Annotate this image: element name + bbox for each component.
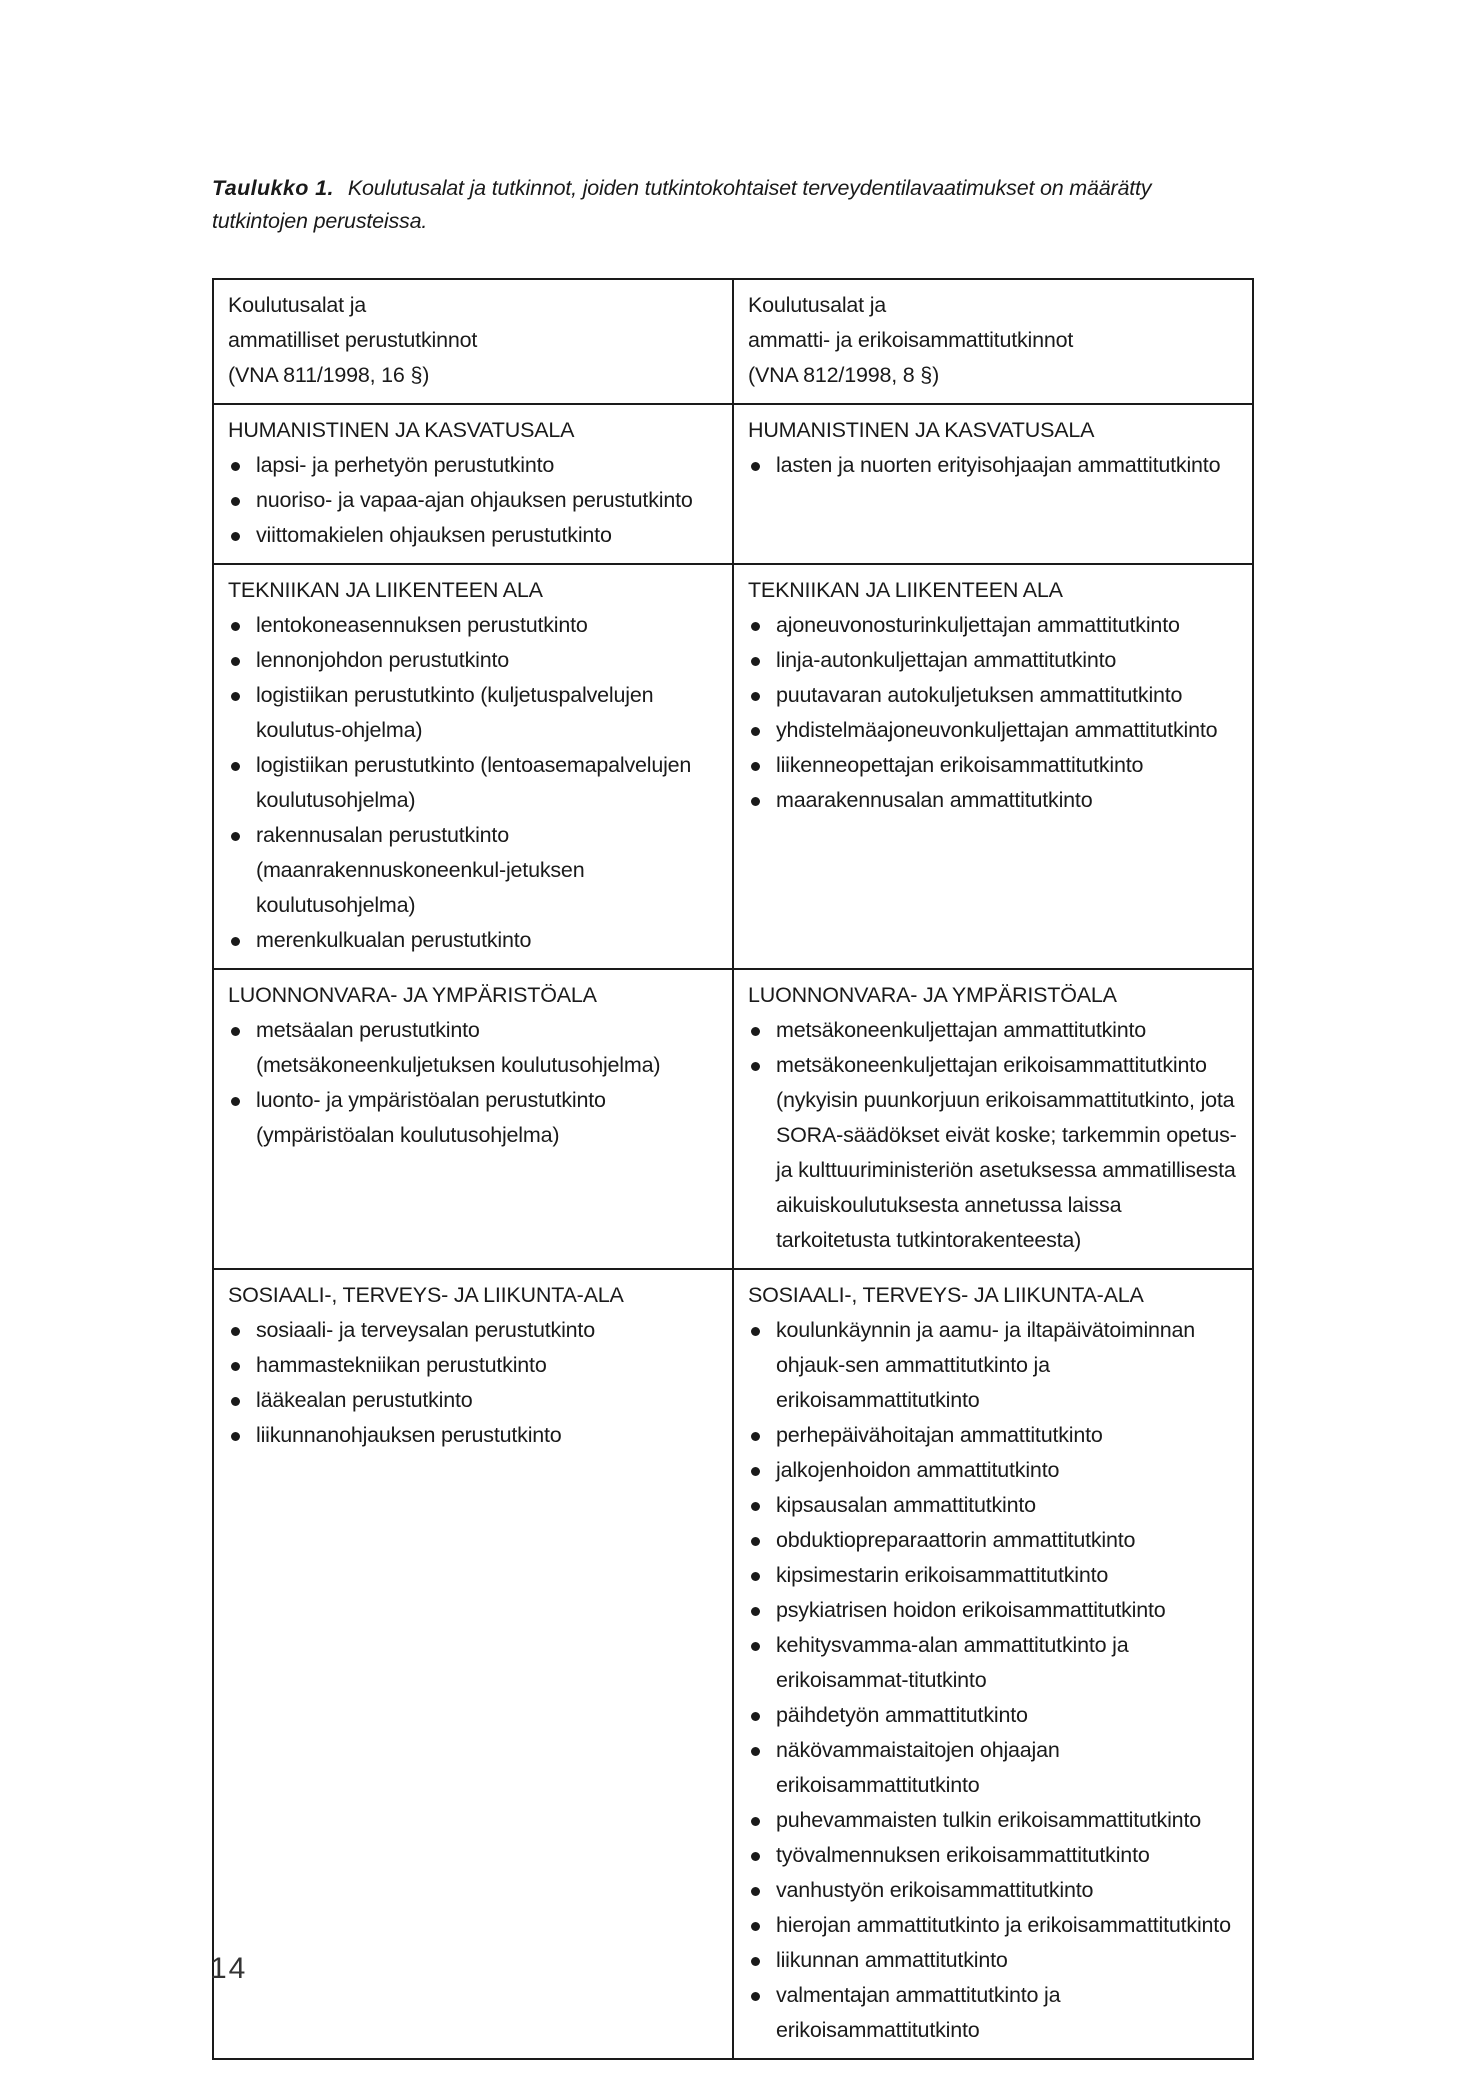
section-title: LUONNONVARA- JA YMPÄRISTÖALA [228,983,597,1007]
qualification-list [228,448,718,553]
list-item: perhepäivähoitajan ammattitutkinto [748,1418,1238,1453]
list-item: merenkulkualan perustutkinto [228,923,718,958]
list-item: rakennusalan perustutkinto (maanrakennuskoneenkul-jetuksen koulutusohjelma) [228,818,718,923]
table-row [213,564,1253,969]
list-item: lasten ja nuorten erityisohjaajan ammattitutkinto [748,448,1238,483]
list-item: liikunnan ammattitutkinto [748,1943,1238,1978]
list-item: maarakennusalan ammattitutkinto [748,783,1238,818]
table-cell-right [733,564,1253,969]
qualification-list [748,1013,1238,1258]
qualification-list [748,1313,1238,2048]
table-cell-left [213,564,733,969]
qualification-list [748,608,1238,818]
list-item: metsäalan perustutkinto (metsäkoneenkuljetuksen koulutusohjelma) [228,1013,718,1083]
header-cell-right [733,279,1253,404]
list-item: näkövammaistaitojen ohjaajan erikoisammattitutkinto [748,1733,1238,1803]
list-item: vanhustyön erikoisammattitutkinto [748,1873,1238,1908]
list-item: kipsausalan ammattitutkinto [748,1488,1238,1523]
list-item: työvalmennuksen erikoisammattitutkinto [748,1838,1238,1873]
header-left-line: (VNA 811/1998, 16 §) [228,363,430,387]
table-header-row [213,279,1253,404]
list-item: yhdistelmäajoneuvonkuljettajan ammattitutkinto [748,713,1238,748]
section-title: LUONNONVARA- JA YMPÄRISTÖALA [748,983,1117,1007]
list-item: hierojan ammattitutkinto ja erikoisammattitutkinto [748,1908,1238,1943]
qualification-list [228,1013,718,1153]
table-row [213,969,1253,1269]
list-item: nuoriso- ja vapaa-ajan ohjauksen perustutkinto [228,483,718,518]
list-item: valmentajan ammattitutkinto ja erikoisammattitutkinto [748,1978,1238,2048]
list-item: liikunnanohjauksen perustutkinto [228,1418,718,1453]
list-item: sosiaali- ja terveysalan perustutkinto [228,1313,718,1348]
list-item: kipsimestarin erikoisammattitutkinto [748,1558,1238,1593]
list-item: jalkojenhoidon ammattitutkinto [748,1453,1238,1488]
section-title: TEKNIIKAN JA LIIKENTEEN ALA [228,578,543,602]
table-cell-right [733,1269,1253,2059]
qualification-list [228,1313,718,1453]
caption-text: Koulutusalat ja tutkinnot, joiden tutkintokohtaiset terveydentilavaatimukset on määrätty tutkintojen perusteissa. [212,176,1152,233]
table-cell-right [733,404,1253,564]
qualification-list [748,448,1238,483]
section-title: TEKNIIKAN JA LIIKENTEEN ALA [748,578,1063,602]
list-item: hammastekniikan perustutkinto [228,1348,718,1383]
header-left-line: Koulutusalat ja [228,293,367,317]
header-right-line: Koulutusalat ja [748,293,887,317]
table-row [213,404,1253,564]
header-right-line: (VNA 812/1998, 8 §) [748,363,940,387]
list-item: viittomakielen ohjauksen perustutkinto [228,518,718,553]
list-item: liikenneopettajan erikoisammattitutkinto [748,748,1238,783]
section-title: HUMANISTINEN JA KASVATUSALA [748,418,1095,442]
list-item: linja-autonkuljettajan ammattitutkinto [748,643,1238,678]
qualifications-table [212,278,1254,2060]
page-number: 14 [210,1952,248,1985]
list-item: päihdetyön ammattitutkinto [748,1698,1238,1733]
list-item: metsäkoneenkuljettajan erikoisammattitutkinto (nykyisin puunkorjuun erikoisammattitutkinto, jota SORA-säädökset eivät koske; tarkemmin opetus- ja kulttuuriministeriön asetuksessa ammatillisesta aikuiskoulutuksesta annetussa laissa tarkoitetusta tutkintorakenteesta) [748,1048,1238,1258]
list-item: lääkealan perustutkinto [228,1383,718,1418]
list-item: koulunkäynnin ja aamu- ja iltapäivätoiminnan ohjauk-sen ammattitutkinto ja erikoisammattitutkinto [748,1313,1238,1418]
list-item: ajoneuvonosturinkuljettajan ammattitutkinto [748,608,1238,643]
table-cell-left [213,1269,733,2059]
list-item: luonto- ja ympäristöalan perustutkinto (ympäristöalan koulutusohjelma) [228,1083,718,1153]
list-item: psykiatrisen hoidon erikoisammattitutkinto [748,1593,1238,1628]
table-cell-left [213,404,733,564]
list-item: puhevammaisten tulkin erikoisammattitutkinto [748,1803,1238,1838]
list-item: lennonjohdon perustutkinto [228,643,718,678]
list-item: lentokoneasennuksen perustutkinto [228,608,718,643]
section-title: SOSIAALI-, TERVEYS- JA LIIKUNTA-ALA [228,1283,624,1307]
qualification-list [228,608,718,958]
section-title: HUMANISTINEN JA KASVATUSALA [228,418,575,442]
list-item: metsäkoneenkuljettajan ammattitutkinto [748,1013,1238,1048]
list-item: logistiikan perustutkinto (lentoasemapalvelujen koulutusohjelma) [228,748,718,818]
list-item: logistiikan perustutkinto (kuljetuspalvelujen koulutus-ohjelma) [228,678,718,748]
list-item: lapsi- ja perhetyön perustutkinto [228,448,718,483]
table-cell-left [213,969,733,1269]
table-row [213,1269,1253,2059]
list-item: puutavaran autokuljetuksen ammattitutkinto [748,678,1238,713]
section-title: SOSIAALI-, TERVEYS- JA LIIKUNTA-ALA [748,1283,1144,1307]
table-cell-right [733,969,1253,1269]
header-left-line: ammatilliset perustutkinnot [228,328,478,352]
header-cell-left [213,279,733,404]
table-caption [212,172,1252,238]
list-item: kehitysvamma-alan ammattitutkinto ja erikoisammat-titutkinto [748,1628,1238,1698]
list-item: obduktiopreparaattorin ammattitutkinto [748,1523,1238,1558]
caption-label: Taulukko 1. [212,176,334,200]
header-right-line: ammatti- ja erikoisammattitutkinnot [748,328,1074,352]
